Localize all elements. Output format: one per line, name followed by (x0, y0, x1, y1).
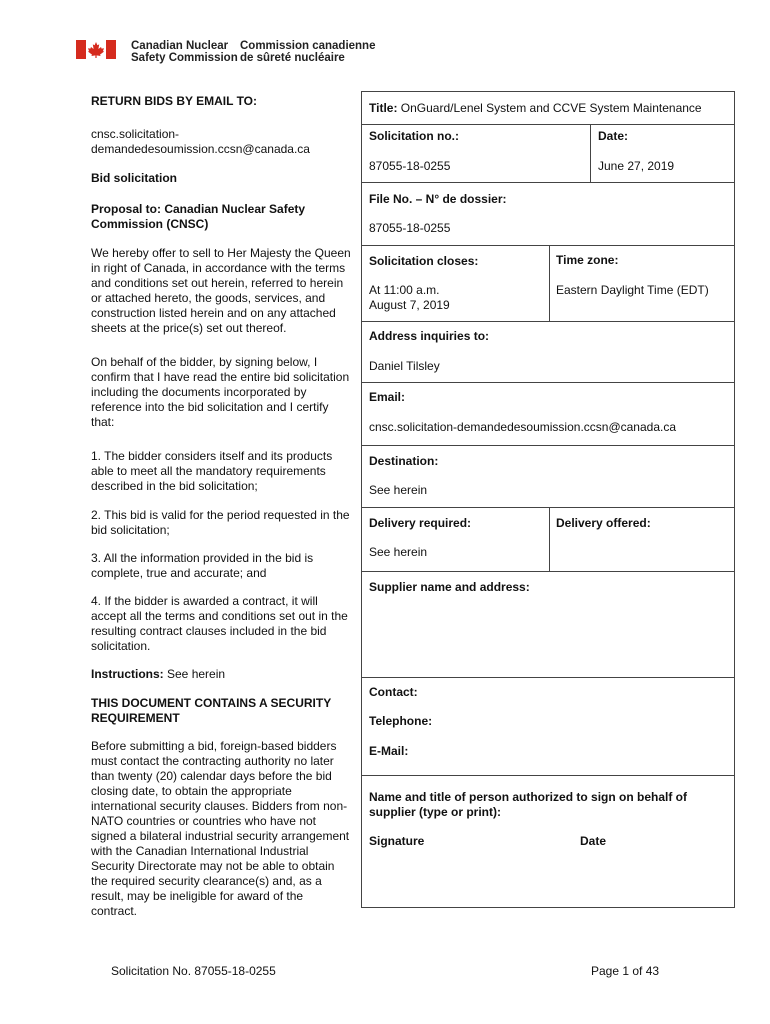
offer-text: We hereby offer to sell to Her Majesty the Queen in right of Canada, in accordance with the terms and conditions set out herein, referred to herein or attached hereto, the goods, services, and construction listed herein and on any attached sheets at the price(s) set out thereof. (91, 246, 351, 335)
file-no-value: 87055-18-0255 (369, 221, 451, 235)
return-email-line2: demandedesoumission.ccsn@canada.ca (91, 142, 310, 156)
timezone-value: Eastern Daylight Time (EDT) (556, 283, 709, 297)
divider (590, 124, 591, 182)
solicitation-no-value: 87055-18-0255 (369, 159, 451, 173)
certification-1: 1. The bidder considers itself and its products able to meet all the mandatory requirements described in the bid solicitation; (91, 449, 333, 493)
return-bids-heading: RETURN BIDS BY EMAIL TO: (91, 94, 258, 108)
timezone-label: Time zone: (556, 253, 619, 267)
org-name-french (240, 40, 375, 64)
org-fr-line1: Commission canadienne (240, 40, 376, 52)
delivery-required-value: See herein (369, 545, 428, 559)
contact-label: Contact: (369, 685, 418, 699)
closes-label: Solicitation closes: (369, 254, 479, 268)
org-name-english (131, 40, 238, 64)
telephone-label: Telephone: (369, 714, 433, 728)
footer-page-number: Page 1 of 43 (591, 964, 660, 978)
instructions-value: See herein (163, 667, 226, 681)
org-fr-line2: de sûreté nucléaire (240, 52, 345, 64)
divider (362, 677, 734, 678)
closes-time: At 11:00 a.m. (369, 283, 440, 297)
signature-date-label: Date (580, 834, 607, 848)
email-label: Email: (369, 390, 406, 404)
title-label: Title: (369, 101, 398, 115)
bid-solicitation-label: Bid solicitation (91, 171, 178, 185)
org-en-line2: Safety Commission (131, 52, 238, 64)
divider (362, 775, 734, 776)
certification-2: 2. This bid is valid for the period requested in the bid solicitation; (91, 508, 350, 537)
inquiries-label: Address inquiries to: (369, 329, 490, 343)
closes-value (369, 283, 450, 313)
instructions-label: Instructions: (91, 667, 164, 681)
divider (362, 382, 734, 383)
divider (362, 571, 734, 572)
proposal-to: Proposal to: Canadian Nuclear Safety Commission (CNSC) (91, 202, 306, 231)
delivery-required-label: Delivery required: (369, 516, 472, 530)
canada-flag-logo (76, 40, 116, 59)
title-value: OnGuard/Lenel System and CCVE System Maintenance (397, 101, 702, 115)
inquiries-value: Daniel Tilsley (369, 359, 440, 373)
return-email (91, 127, 351, 157)
date-value: June 27, 2019 (598, 159, 675, 173)
solicitation-no-label: Solicitation no.: (369, 129, 459, 143)
instructions (91, 667, 351, 682)
closes-date: August 7, 2019 (369, 298, 450, 312)
date-label: Date: (598, 129, 629, 143)
file-no-label: File No. – N° de dossier: (369, 192, 507, 206)
solicitation-info-box (361, 91, 735, 908)
org-en-line1: Canadian Nuclear (131, 40, 229, 52)
certification-4: 4. If the bidder is awarded a contract, it will accept all the terms and conditions set out in the resulting contract clauses included in the bid solicitation. (91, 594, 348, 653)
supplier-label: Supplier name and address: (369, 580, 530, 594)
left-column (91, 94, 351, 934)
divider (362, 445, 734, 446)
security-text: Before submitting a bid, foreign-based bidders must contact the contracting authority no later than twenty (20) calendar days before the bid closing date, to obtain the appropriate international security clauses. Bidders from non-NATO countries or countries who have not signed a bilateral industrial security arrangement with the Canadian International Industrial Security Directorate may not be able to obtain the required security clearance(s) and, as a result, may be ineligible for award of the contract. (91, 739, 350, 918)
divider (362, 182, 734, 183)
destination-value: See herein (369, 483, 428, 497)
divider (362, 321, 734, 322)
authorized-person-label: Name and title of person authorized to sign on behalf of supplier (type or print): (369, 790, 688, 819)
divider (362, 507, 734, 508)
divider (549, 507, 550, 571)
behalf-text: On behalf of the bidder, by signing below, I confirm that I have read the entire bid solicitation including the documents incorporated by reference into the bid solicitation and I certify that: (91, 355, 350, 429)
return-email-line1: cnsc.solicitation- (91, 127, 180, 141)
title-field (369, 101, 702, 116)
email-value: cnsc.solicitation-demandedesoumission.ccsn@canada.ca (369, 420, 677, 434)
divider (362, 245, 734, 246)
certification-3: 3. All the information provided in the bid is complete, true and accurate; and (91, 551, 314, 580)
signature-label: Signature (369, 834, 425, 848)
divider (549, 245, 550, 321)
footer-solicitation-no: Solicitation No. 87055-18-0255 (111, 964, 276, 978)
security-heading: THIS DOCUMENT CONTAINS A SECURITY REQUIREMENT (91, 696, 332, 725)
destination-label: Destination: (369, 454, 439, 468)
email2-label: E-Mail: (369, 744, 409, 758)
divider (362, 124, 734, 125)
delivery-offered-label: Delivery offered: (556, 516, 651, 530)
